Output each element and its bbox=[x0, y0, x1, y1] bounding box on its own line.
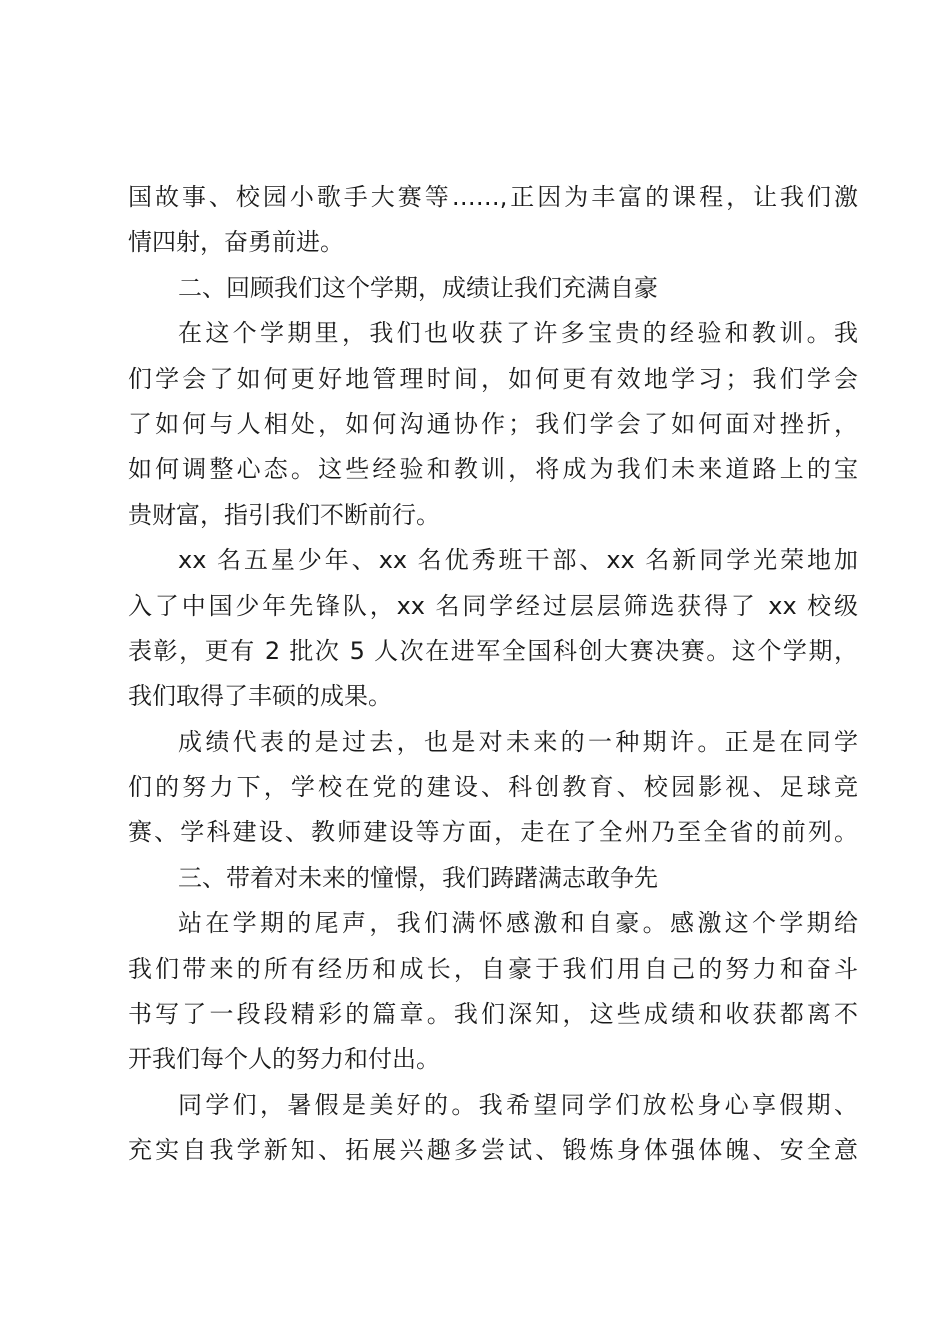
paragraph-first-line: 成绩代表的是过去，也是对未来的一种期许。正是在同学 bbox=[178, 727, 858, 756]
paragraph-first-line: 在这个学期里，我们也收获了许多宝贵的经验和教训。我 bbox=[178, 319, 858, 348]
text-line: 我们带来的所有经历和成长，自豪于我们用自己的努力和奋斗 bbox=[128, 954, 858, 983]
text-line: 国故事、校园小歌手大赛等……,正因为丰富的课程，让我们激 bbox=[128, 183, 858, 211]
text-line: 入了中国少年先锋队，xx 名同学经过层层筛选获得了 xx 校级 bbox=[128, 591, 858, 620]
paragraph-first-line: 站在学期的尾声，我们满怀感激和自豪。感激这个学期给 bbox=[178, 909, 858, 938]
document-body bbox=[128, 175, 858, 1174]
text-line: 如何调整心态。这些经验和教训，将成为我们未来道路上的宝 bbox=[128, 455, 858, 484]
section-heading: 二、回顾我们这个学期，成绩让我们充满自豪 bbox=[178, 273, 658, 302]
text-line: 贵财富，指引我们不断前行。 bbox=[128, 500, 440, 529]
paragraph-first-line: xx 名五星少年、xx 名优秀班干部、xx 名新同学光荣地加 bbox=[178, 546, 858, 575]
text-line: 表彰，更有 2 批次 5 人次在进军全国科创大赛决赛。这个学期， bbox=[128, 636, 858, 665]
paragraph-first-line: 同学们，暑假是美好的。我希望同学们放松身心享假期、 bbox=[178, 1090, 858, 1119]
text-line: 们学会了如何更好地管理时间，如何更有效地学习；我们学会 bbox=[128, 364, 858, 393]
text-line: 我们取得了丰硕的成果。 bbox=[128, 682, 392, 711]
text-line: 了如何与人相处，如何沟通协作；我们学会了如何面对挫折， bbox=[128, 409, 858, 438]
text-line: 赛、学科建设、教师建设等方面，走在了全州乃至全省的前列。 bbox=[128, 818, 858, 847]
text-line: 们的努力下，学校在党的建设、科创教育、校园影视、足球竞 bbox=[128, 773, 858, 802]
text-line: 书写了一段段精彩的篇章。我们深知，这些成绩和收获都离不 bbox=[128, 1000, 858, 1029]
text-line: 情四射，奋勇前进。 bbox=[128, 228, 344, 257]
text-line: 开我们每个人的努力和付出。 bbox=[128, 1045, 440, 1074]
text-line: 充实自我学新知、拓展兴趣多尝试、锻炼身体强体魄、安全意 bbox=[128, 1136, 858, 1165]
section-heading: 三、带着对未来的憧憬，我们踌躇满志敢争先 bbox=[178, 863, 658, 892]
